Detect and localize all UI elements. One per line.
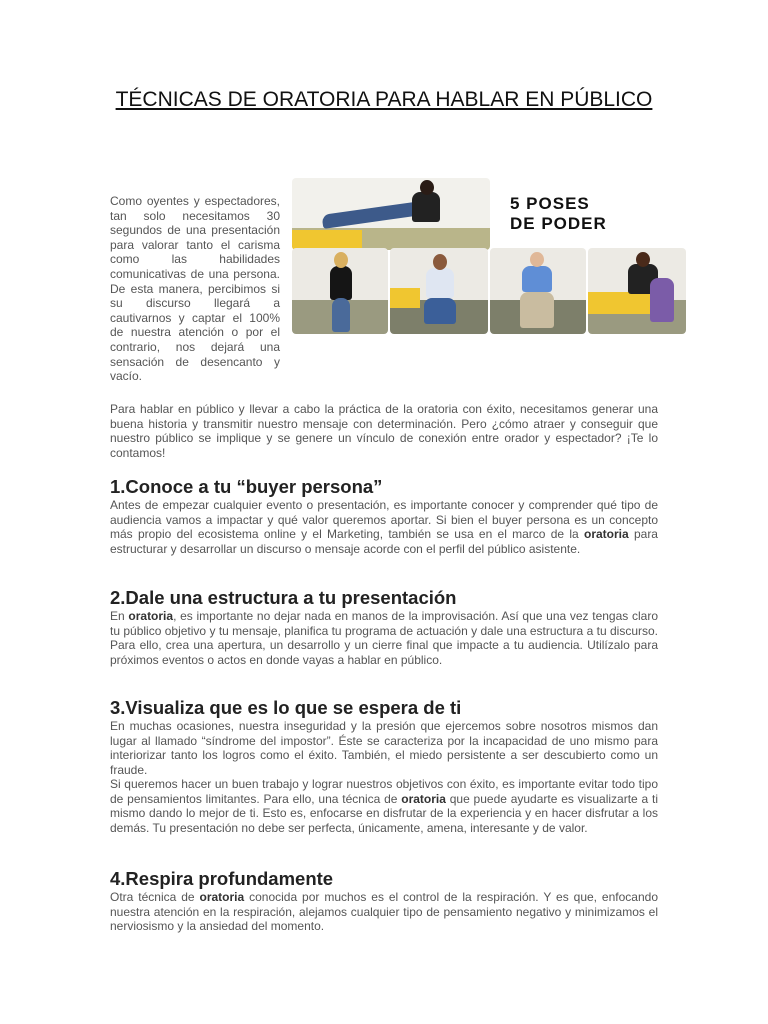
intro-paragraph: Para hablar en público y llevar a cabo la práctica de la oratoria con éxito, necesitamos generar una buena historia y transmitir nuestro mensaje con determinación. Pero ¿cómo atraer y conseguir que nuestro público se implique y se genere un vínculo de conexión entre orador y espectador? ¡Te lo contamos! [110,402,658,460]
photo-reclining-pose [292,178,490,250]
bold-keyword: oratoria [584,527,629,542]
section-1-heading: 1.Conoce a tu “buyer persona” [110,476,383,497]
text: conocida por muchos es el control de la respiración. Y es que, enfocando nuestra atención en la respiración, alejamos cualquier tipo de pensamiento negativo y minimizamos el nerviosismo y la ansiedad del momento. [110,890,658,934]
section-3-heading: 3.Visualiza que es lo que se espera de ti [110,697,462,718]
text: Otra técnica de [110,890,200,904]
photo-hands-behind-head-pose [490,248,586,334]
bold-keyword: oratoria [128,609,174,623]
text: En [110,609,129,623]
section-4-heading: 4.Respira profundamente [110,868,334,889]
section-3-paragraph-1: En muchas ocasiones, nuestra inseguridad y la presión que ejercemos sobre nosotros mismos dan lugar al llamado “síndrome del impostor”. Éste se caracteriza por la incapacidad de uno mismo para interiorizar tanto los logros como el éxito. También, el miedo persistente a ser descubierto como un fraude. [110,719,658,777]
photo-standing-pose [292,248,388,334]
bold-keyword: oratoria [401,791,446,806]
section-3-paragraph-2 [110,777,658,835]
caption-line-2: DE PODER [510,214,607,233]
photo-leaning-pose [588,248,686,334]
text: que puede ayudarte es visualizarte a ti mismo dando lo mejor de ti. Esto es, enfocarse en disfrutar de la experiencia y en hacer disfrutar a los demás. Tu presentación no debe ser perfecta, únicamente, amena, interesante y de valor. [110,791,658,835]
document-title: TÉCNICAS DE ORATORIA PARA HABLAR EN PÚBLICO [115,88,653,111]
caption-line-1: 5 POSES [510,194,590,213]
photo-seated-pose [390,248,488,334]
text: Antes de empezar cualquier evento o presentación, es importante conocer y comprender qué tipo de audiencia vamos a impactar y qué valor queremos aportar. Si bien el buyer persona es un concepto más propio del ecosistema online y el Marketing, también se usa en el marco de la [110,498,658,542]
text: , es importante no dejar nada en manos de la improvisación. Así que una vez tengas claro tu público objetivo y tu mensaje, planifica tu programa de actuación y dale una estructura a tu discurso. Para ello, crea una apertura, un desarrollo y un cierre final que impacte a tu audiencia. Utilízalo para próximos eventos o actos en donde vayas a hablar en público. [110,609,658,667]
section-2-paragraph [110,609,658,667]
image-caption [510,194,607,234]
power-poses-image [292,178,686,334]
section-4-paragraph [110,890,658,934]
text: Si queremos hacer un buen trabajo y lograr nuestros objetivos con éxito, es importante evitar todo tipo de pensamientos limitantes. Para ello, una técnica de [110,777,658,806]
section-2-heading: 2.Dale una estructura a tu presentación [110,587,457,608]
section-1-paragraph [110,498,658,556]
bold-keyword: oratoria [199,890,245,904]
intro-column-text: Como oyentes y espectadores, tan solo necesitamos 30 segundos de una presentación para valorar tanto el carisma como las habilidades comunicativas de una persona. De esta manera, percibimos si su discurso llegará a cautivarnos y captar el 100% de nuestra atención o por el contrario, nos dejará una sensación de desencanto y vacío. [110,194,280,384]
text: para estructurar y desarrollar un discurso o mensaje acorde con el perfil del público asistente. [110,527,658,556]
